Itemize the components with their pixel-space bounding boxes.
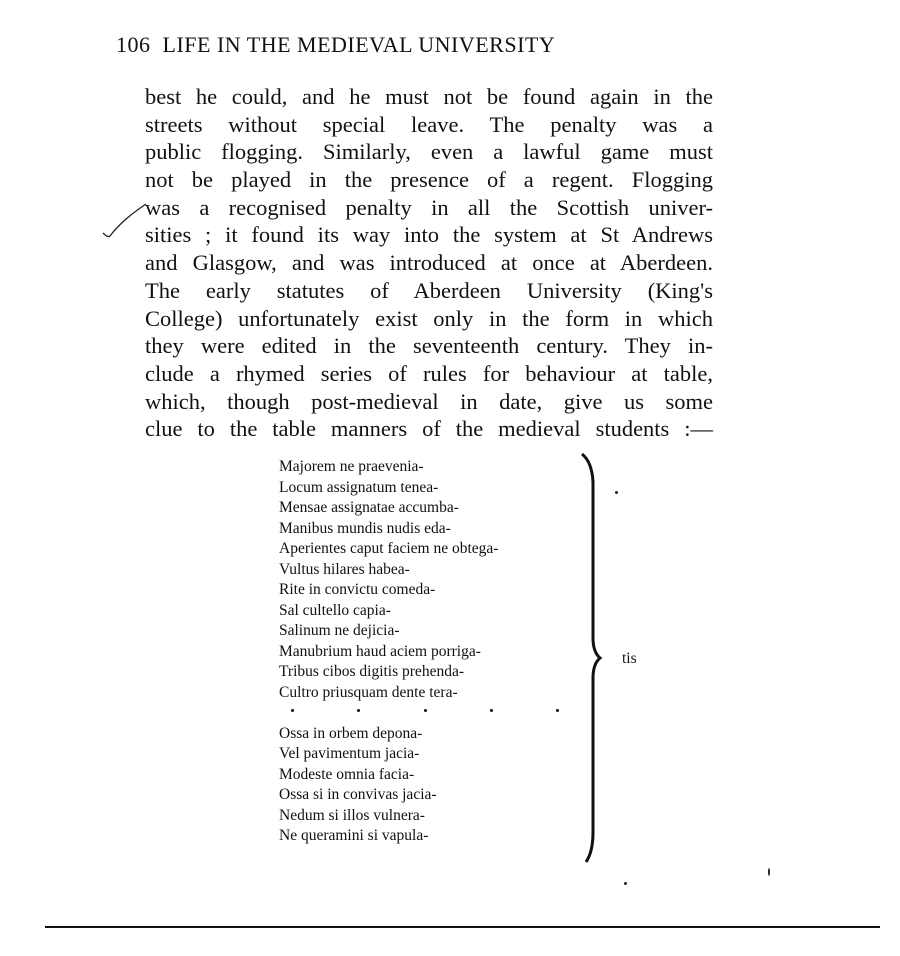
verse-line: Ossa in orbem depona- [279, 724, 423, 742]
verse-line: Vel pavimentum jacia- [279, 745, 420, 762]
verse-line: Ossa si in convivas jacia- [279, 786, 437, 803]
ellipsis-dots [279, 703, 498, 724]
text-line: The early statutes of Aberdeen University (King's [145, 277, 713, 303]
verse-line: Tribus cibos digitis prehenda- [279, 663, 464, 680]
body-paragraph [145, 83, 713, 443]
page-number: 106 [116, 32, 151, 57]
scan-speck [615, 491, 618, 494]
bottom-rule [45, 926, 880, 928]
verse-line: Nedum si illos vulnera- [279, 806, 425, 824]
verse-line: Vultus hilares habea- [279, 560, 410, 578]
latin-verse [279, 457, 498, 847]
running-header [116, 32, 696, 58]
verse-line: Majorem ne praevenia- [279, 458, 424, 475]
verse-line: Modeste omnia facia- [279, 765, 415, 783]
text-line: public flogging. Similarly, even a lawful game must [145, 139, 713, 165]
running-title: LIFE IN THE MEDIEVAL UNIVERSITY [162, 32, 556, 57]
text-line: not be played in the presence of a regent. Flogging [145, 167, 713, 193]
text-line: sities ; it found its way into the system at St Andrews [145, 222, 713, 248]
verse-line: Aperientes caput faciem ne obtega- [279, 540, 499, 557]
verse-line: Cultro priusquam dente tera- [279, 683, 458, 701]
text-line: was a recognised penalty in all the Scottish univer- [145, 194, 713, 220]
brace-suffix: tis [622, 650, 637, 667]
check-mark-icon [100, 200, 150, 240]
verse-line: Ne queramini si vapula- [279, 827, 429, 844]
verse-line: Salinum ne dejicia- [279, 622, 400, 639]
text-line: best he could, and he must not be found again in the [145, 84, 713, 109]
verse-line: Sal cultello capia- [279, 601, 391, 619]
scan-speck [768, 868, 770, 876]
text-line: clue to the table manners of the medieval students :— [145, 416, 713, 442]
text-line: College) unfortunately exist only in the form in which [145, 305, 713, 331]
text-line: which, though post-medieval in date, give us some [145, 388, 713, 414]
verse-line: Rite in convictu comeda- [279, 581, 436, 598]
scan-speck [624, 882, 627, 885]
verse-line: Locum assignatum tenea- [279, 478, 439, 496]
verse-line: Manibus mundis nudis eda- [279, 519, 451, 537]
text-line: clude a rhymed series of rules for behaviour at table, [145, 360, 713, 386]
verse-line: Mensae assignatae accumba- [279, 499, 459, 516]
text-line: they were edited in the seventeenth century. They in- [145, 333, 713, 359]
verse-line: Manubrium haud aciem porriga- [279, 642, 481, 660]
right-curly-brace [578, 452, 608, 864]
text-line: and Glasgow, and was introduced at once at Aberdeen. [145, 250, 713, 276]
text-line: streets without special leave. The penalty was a [145, 111, 713, 137]
